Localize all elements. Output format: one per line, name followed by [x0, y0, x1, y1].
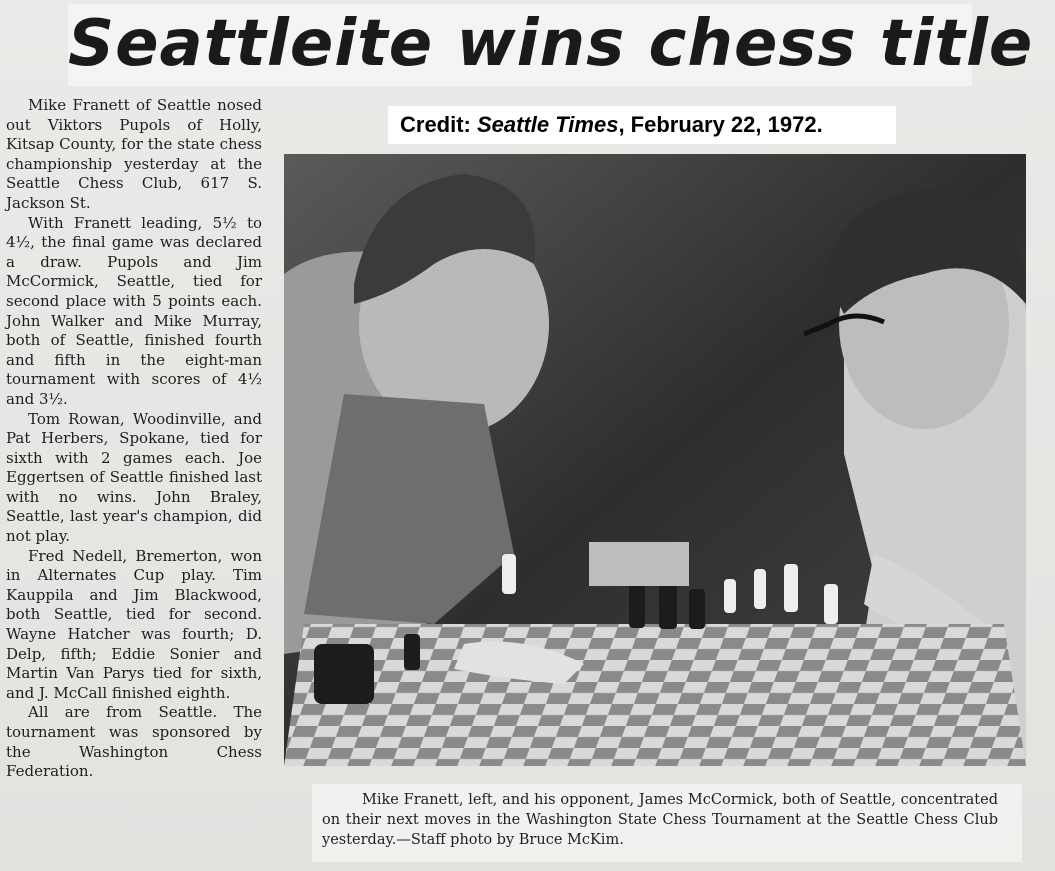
article-paragraph: With Franett leading, 5½ to 4½, the final game was declared a draw. Pupols and Jim McCormick, Seattle, tied for second place with 5 points each. John Walker and Mike Murray, both of Seattle, finished fourth and fifth in the eight-man tournament with scores of 4½ and 3½. — [6, 213, 262, 408]
photo-caption — [322, 790, 998, 850]
credit-line — [388, 106, 896, 144]
caption-text: Mike Franett, left, and his opponent, James McCormick, both of Seattle, concentrated on their next moves in the Washington State Chess Tournament at the Seattle Chess Club yesterday.—Staff photo by Bruce McKim. — [322, 792, 998, 848]
article-body — [6, 96, 262, 782]
headline: Seattleite wins chess title — [68, 7, 1034, 81]
article-paragraph: Tom Rowan, Woodinville, and Pat Herbers, Spokane, tied for sixth with 2 games each. Joe Eggertsen of Seattle finished last with no wins. John Braley, Seattle, last year's champion, did not play. — [6, 409, 262, 546]
article-paragraph: Fred Nedell, Bremerton, won in Alternates Cup play. Tim Kauppila and Jim Blackwood, both Seattle, tied for second. Wayne Hatcher was fourth; D. Delp, fifth; Eddie Sonier and Martin Van Parys tied for sixth, and J. McCall finished eighth. — [6, 546, 262, 702]
article-paragraph: Mike Franett of Seattle nosed out Viktors Pupols of Holly, Kitsap County, for the state chess championship yesterday at the Seattle Chess Club, 617 S. Jackson St. — [6, 96, 262, 212]
credit-publication: Seattle Times — [477, 112, 619, 137]
news-photo — [284, 154, 1026, 766]
chess-players-photo — [284, 154, 1026, 766]
credit-prefix: Credit: — [400, 112, 477, 137]
article-paragraph: All are from Seattle. The tournament was sponsored by the Washington Chess Federation. — [6, 703, 262, 781]
credit-date: , February 22, 1972. — [618, 112, 823, 137]
